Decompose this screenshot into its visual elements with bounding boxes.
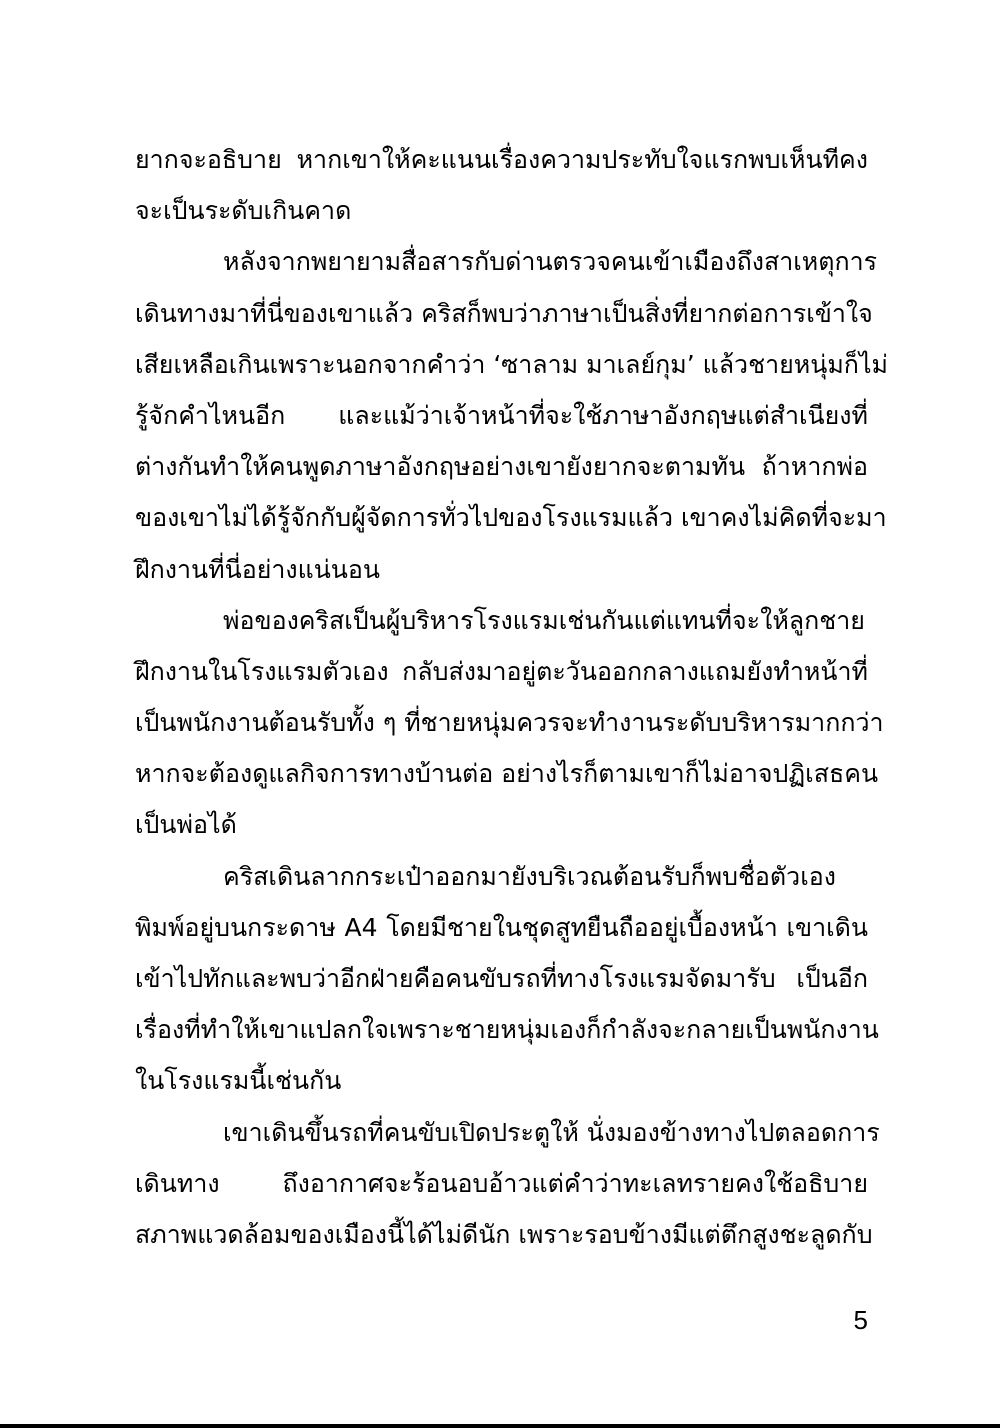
text-line: ฝึกงานที่นี่อย่างแน่นอน [135, 554, 380, 584]
text-line: เดินทางมาที่นี่ของเขาแล้ว คริสก็พบว่าภาษาเป็นสิ่งที่ยากต่อการเข้าใจ [135, 298, 873, 328]
paragraph-first-line: เขาเดินขึ้นรถที่คนขับเปิดประตูให้ นั่งมองข้างทางไปตลอดการ [223, 1117, 880, 1147]
text-line: หากจะต้องดูแลกิจการทางบ้านต่อ อย่างไรก็ตามเขาก็ไม่อาจปฏิเสธคน [135, 759, 879, 789]
text-line: ต่างกันทำให้คนพูดภาษาอังกฤษอย่างเขายังยากจะตามทัน ถ้าหากพ่อ [135, 452, 868, 482]
text-line: เดินทาง ถึงอากาศจะร้อนอบอ้าวแต่คำว่าทะเลทรายคงใช้อธิบาย [135, 1168, 868, 1198]
body-text [135, 134, 888, 1260]
text-line: ยากจะอธิบาย หากเขาให้คะแนนเรื่องความประทับใจแรกพบเห็นทีคง [135, 145, 868, 174]
text-line: เป็นพนักงานต้อนรับทั้ง ๆ ที่ชายหนุ่มควรจะทำงานระดับบริหารมากกว่า [135, 708, 884, 738]
text-line: พิมพ์อยู่บนกระดาษ A4 โดยมีชายในชุดสูทยืนถืออยู่เบื้องหน้า เขาเดิน [135, 912, 868, 942]
text-line: สภาพแวดล้อมของเมืองนี้ได้ไม่ดีนัก เพราะรอบข้างมีแต่ตึกสูงชะลูดกับ [135, 1219, 873, 1249]
page-number: 5 [853, 1305, 868, 1335]
text-line: เป็นพ่อได้ [135, 810, 237, 840]
text-line: เข้าไปทักและพบว่าอีกฝ่ายคือคนขับรถที่ทางโรงแรมจัดมารับ เป็นอีก [135, 964, 868, 993]
text-line: ในโรงแรมนี้เช่นกัน [135, 1066, 342, 1096]
text-line: ของเขาไม่ได้รู้จักกับผู้จัดการทั่วไปของโรงแรมแล้ว เขาคงไม่คิดที่จะมา [135, 503, 887, 533]
text-line: รู้จักคำไหนอีก และแม้ว่าเจ้าหน้าที่จะใช้ภาษาอังกฤษแต่สำเนียงที่ [135, 400, 868, 430]
paragraph-first-line: พ่อของคริสเป็นผู้บริหารโรงแรมเช่นกันแต่แทนที่จะให้ลูกชาย [223, 605, 865, 635]
paragraph-first-line: คริสเดินลากกระเป๋าออกมายังบริเวณต้อนรับก็พบชื่อตัวเอง [223, 861, 836, 891]
text-line: เรื่องที่ทำให้เขาแปลกใจเพราะชายหนุ่มเองก็กำลังจะกลายเป็นพนักงาน [135, 1015, 879, 1045]
page-bottom-border [0, 1424, 1000, 1428]
text-line: ฝึกงานในโรงแรมตัวเอง กลับส่งมาอยู่ตะวันออกกลางแถมยังทำหน้าที่ [135, 656, 868, 686]
text-line: เสียเหลือเกินเพราะนอกจากคำว่า ‘ซาลาม มาเลย์กุม’ แล้วชายหนุ่มก็ไม่ [135, 349, 888, 379]
paragraph-first-line: หลังจากพยายามสื่อสารกับด่านตรวจคนเข้าเมืองถึงสาเหตุการ [223, 247, 878, 277]
text-line: จะเป็นระดับเกินคาด [135, 196, 352, 226]
